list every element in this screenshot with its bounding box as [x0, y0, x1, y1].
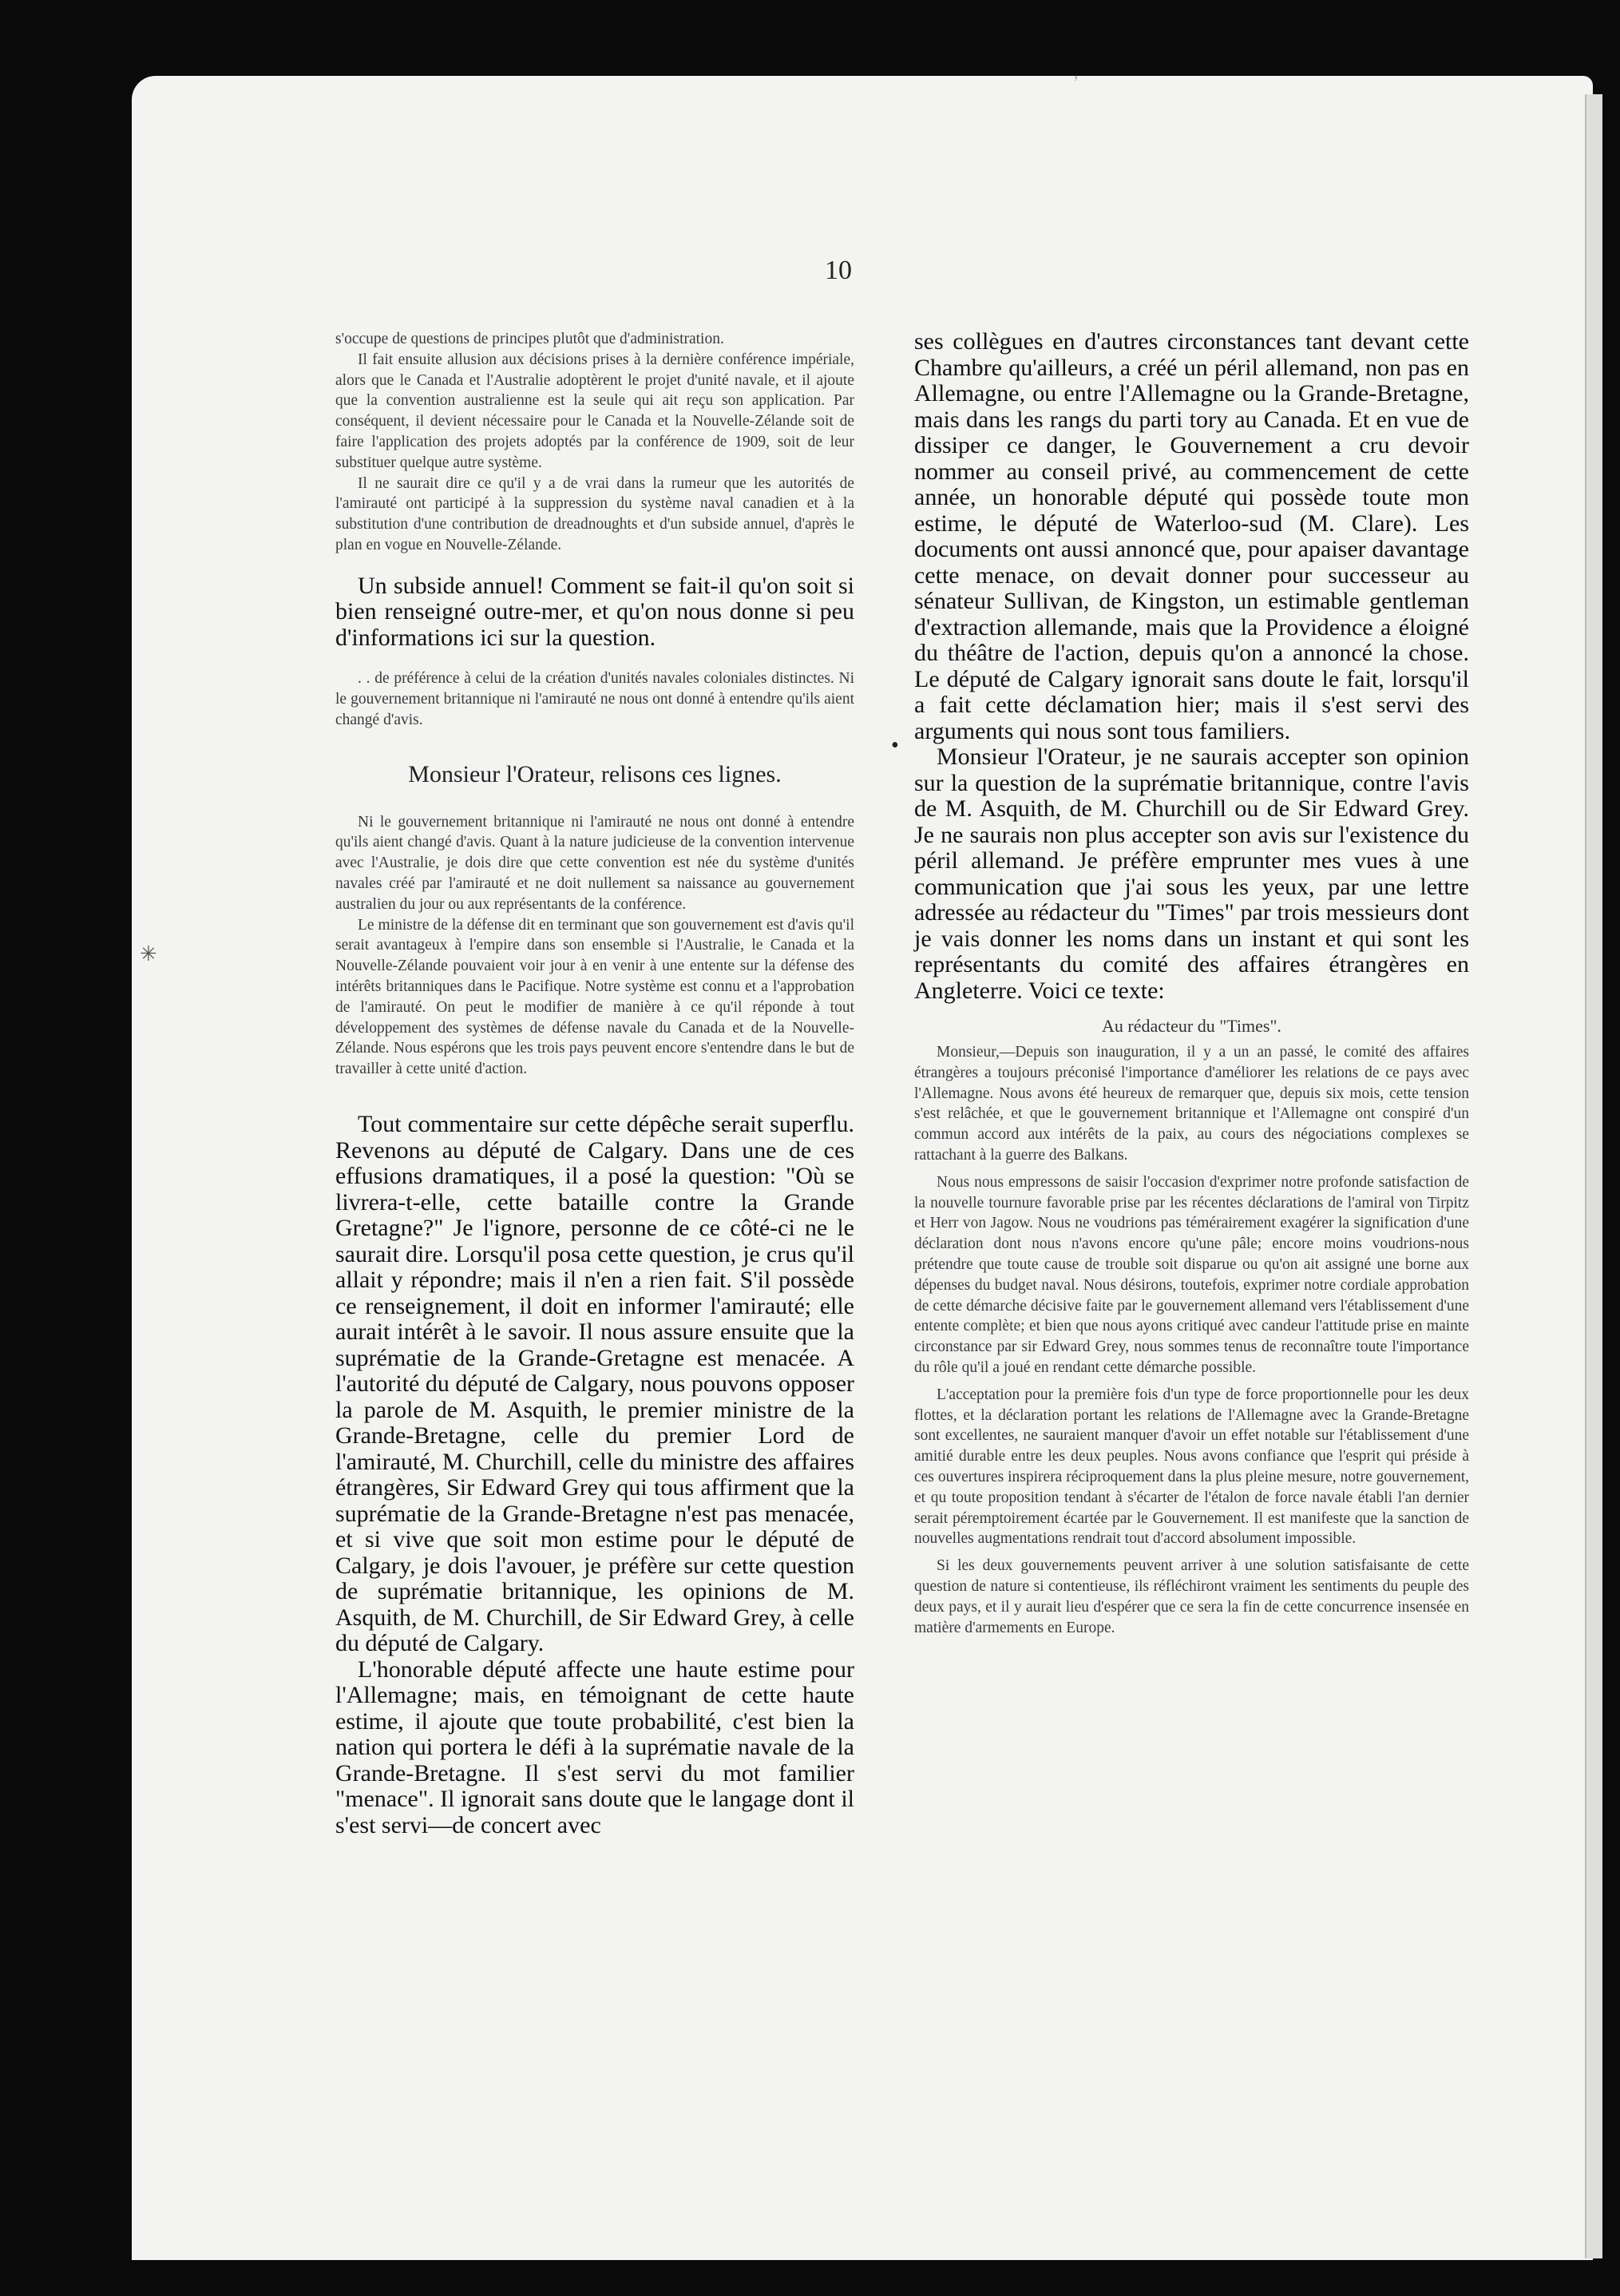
letter-paragraph: Si les deux gouvernements peuvent arriver à une solution satisfaisante de cette question de nature si contentieuse, ils réfléchiront vraiment les sentiments du peuple des deux pays, et il y aurait lieu d'espérer que ce sera la fin de cette concurrence insensée en matière d'armements en Europe.	[914, 1557, 1469, 1636]
paragraph: Monsieur l'Orateur, je ne saurais accepter son opinion sur la question de la suprématie britannique, contre l'avis de M. Asquith, de M. Churchill ou de Sir Edward Grey. Je ne saurais non plus accepter son avis sur l'existence du péril allemand. Je préfère emprunter mes vues à une communication que j'ai sous les yeux, par une lettre adressée au rédacteur du "Times" par trois messieurs dont je vais donner les noms dans un instant et qui sont les représentants du comité des affaires étrangères en Angleterre. Voici ce texte:	[914, 744, 1469, 1004]
scan-speck: ,	[1074, 62, 1079, 82]
letter-address: Au rédacteur du "Times".	[1102, 1016, 1281, 1036]
margin-mark: ✳	[140, 942, 157, 966]
paragraph: s'occupe de questions de principes plutôt que d'administration.	[335, 331, 724, 347]
paragraph: Il ne saurait dire ce qu'il y a de vrai dans la rumeur que les autorités de l'amirauté ont participé à la suppression du système naval canadien et à la substitution d'une contribution de dreadnoughts et d'un subside annuel, d'après le plan en vogue en Nouvelle-Zélande.	[335, 474, 854, 553]
paragraph: ses collègues en d'autres circonstances tant devant cette Chambre qu'ailleurs, a créé un péril allemand, non pas en Allemagne, ou entre l'Allemagne ou la Grande-Bretagne, mais dans les rangs du parti tory au Canada. Et en vue de dissiper ce danger, le Gouvernement a cru devoir nommer au conseil privé, au commencement de cette année, un honorable député qui possède toute mon estime, le député de Waterloo-sud (M. Clare). Les documents ont aussi annoncé que, pour apaiser davantage cette menace, on devait donner pour successeur au sénateur Sullivan, de Kingston, un estimable gentleman d'extraction allemande, mais que la Providence a éloigné du théâtre de l'action, depuis qu'on a annoncé la chose. Le député de Calgary ignorait sans doute le fait, lorsqu'il a fait cette déclamation hier; mais il s'est servi des arguments qui nous sont tous familiers.	[914, 328, 1469, 744]
letter-paragraph: L'acceptation pour la première fois d'un type de force proportionnelle pour les deux flottes, et la déclaration portant les relations de l'Allemagne avec la Grande-Bretagne sont excellentes, ne sauraient manquer d'avoir un effet notable sur l'établissement d'une amitié durable entre les deux peuples. Nous avons confiance que l'esprit qui préside à ces ouvertures inspirera réciproquement dans la plus pleine mesure, notre gouvernement, et qu toute proposition tendant à s'écarter de l'étalon de force navale établi l'an dernier serait péremptoirement écartée par le Gouvernement. Il est manifeste que la sanction de nouvelles augmentations rendrait tout d'accord absolument impossible.	[914, 1386, 1469, 1548]
paragraph: L'honorable député affecte une haute estime pour l'Allemagne; mais, en témoignant de cette haute estime, il ajoute que toute probabilité, c'est bien la nation qui portera le défi à la suprématie navale de la Grande-Bretagne. Il s'est servi du mot familier "menace". Il ignorait sans doute que le langage dont il s'est servi—de concert avec	[335, 1656, 854, 1838]
left-column	[335, 329, 854, 1838]
page-number: 10	[825, 256, 852, 285]
right-column	[914, 329, 1469, 1638]
paragraph: Il fait ensuite allusion aux décisions prises à la dernière conférence impériale, alors que le Canada et l'Australie adoptèrent le projet d'unité navale, et il ajoute que la convention australienne est la seule qui ait reçu son application. Par conséquent, il devient nécessaire pour le Canada et la Nouvelle-Zélande soit de faire l'application des projets adoptés par la conférence de 1909, soit de leur substituer quelque autre système.	[335, 351, 854, 471]
page-edge	[1585, 94, 1602, 2258]
quote-paragraph: Ni le gouvernement britannique ni l'amirauté ne nous ont donné à entendre qu'ils aient changé d'avis. Quant à la nature judicieuse de la convention intervenue avec l'Australie, je dois dire que cette convention est née du système d'unités navales créé par l'amirauté et ne doit nullement sa naissance au gouvernement australien du jour ou aux représentants de la conférence.	[335, 813, 854, 913]
paragraph: Tout commentaire sur cette dépêche serait superflu. Revenons au député de Calgary. Dans une de ces effusions dramatiques, il a posé la question: "Où se livrera-t-elle, cette bataille contre la Grande Gretagne?" Je l'ignore, personne de ce côté-ci ne le saurait dire. Lorsqu'il posa cette question, je crus qu'il allait y répondre; mais il n'en a rien fait. S'il possède ce renseignement, il doit en informer l'amirauté; elle aurait intérêt à le savoir. Il nous assure ensuite que la suprématie de la Grande-Gretagne est menacée. A l'autorité du député de Calgary, nous pouvons opposer la parole de M. Asquith, le premier ministre de la Grande-Bretagne, celle du premier Lord de l'amirauté, M. Churchill, celle du ministre des affaires étrangères, Sir Edward Grey qui tous affirment que la suprématie de la Grande-Bretagne n'est pas menacée, et si vive que soit mon estime pour le député de Calgary, je dois l'avouer, je préfère sur cette question de suprématie britannique, les opinions de M. Asquith, de M. Churchill, de Sir Edward Grey, à celle du député de Calgary.	[335, 1111, 854, 1657]
quote-paragraph: . . de préférence à celui de la création d'unités navales coloniales distinctes. Ni le gouvernement britannique ni l'amirauté ne nous ont donné à entendre qu'ils aient changé d'avis.	[335, 670, 854, 728]
margin-bullet: •	[891, 733, 899, 758]
quote-paragraph: Le ministre de la défense dit en terminant que son gouvernement est d'avis qu'il serait avantageux à l'empire dans son ensemble si l'Australie, le Canada et la Nouvelle-Zélande pouvaient voir jour à en venir à une entente sur la défense des intérêts britanniques dans le Pacifique. Notre système est connu et a l'approbation de l'amirauté. On peut le modifier de manière à ce qu'il réponde à tout développement des systèmes de défense navale du Canada et de la Nouvelle-Zélande. Nous espérons que les trois pays peuvent encore s'entendre dans le but de travailler à cette unité d'action.	[335, 916, 854, 1078]
letter-paragraph: Monsieur,—Depuis son inauguration, il y a un an passé, le comité des affaires étrangères a toujours préconisé l'importance d'améliorer les relations de ce pays avec l'Allemagne. Nous avons été heureux de remarquer que, depuis six mois, cette tension s'est relâchée, et que le gouvernement britannique et l'Allemagne ont conspiré d'un commun accord aux intérêts de la paix, au cours des négociations complexes se rattachant à la guerre des Balkans.	[914, 1044, 1469, 1164]
paragraph: Un subside annuel! Comment se fait-il qu'on soit si bien renseigné outre-mer, et qu'on nous donne si peu d'informations ici sur la question.	[335, 572, 854, 651]
section-heading: Monsieur l'Orateur, relisons ces lignes.	[408, 760, 782, 787]
letter-paragraph: Nous nous empressons de saisir l'occasion d'exprimer notre profonde satisfaction de la nouvelle tournure favorable prise par les récentes déclarations de l'amiral von Tirpitz et Herr von Jagow. Nous ne voudrions pas témérairement exagérer la signification d'une déclaration dont nous n'avons encore qu'une pâle; encore moins voudrions-nous prétendre que toute cause de trouble soit disparue ou qu'on ait assigné une borne aux dépenses du budget naval. Nous désirons, toutefois, exprimer notre cordiale approbation de cette démarche décisive faite par le gouvernement allemand vers l'établissement d'une entente complète; et bien que nous ayons critiqué avec candeur l'attitude prise en mainte circonstance par sir Edward Grey, nous sommes tenus de reconnaître toute l'importance du rôle qu'il a joué en rendant cette démarche possible.	[914, 1173, 1469, 1376]
